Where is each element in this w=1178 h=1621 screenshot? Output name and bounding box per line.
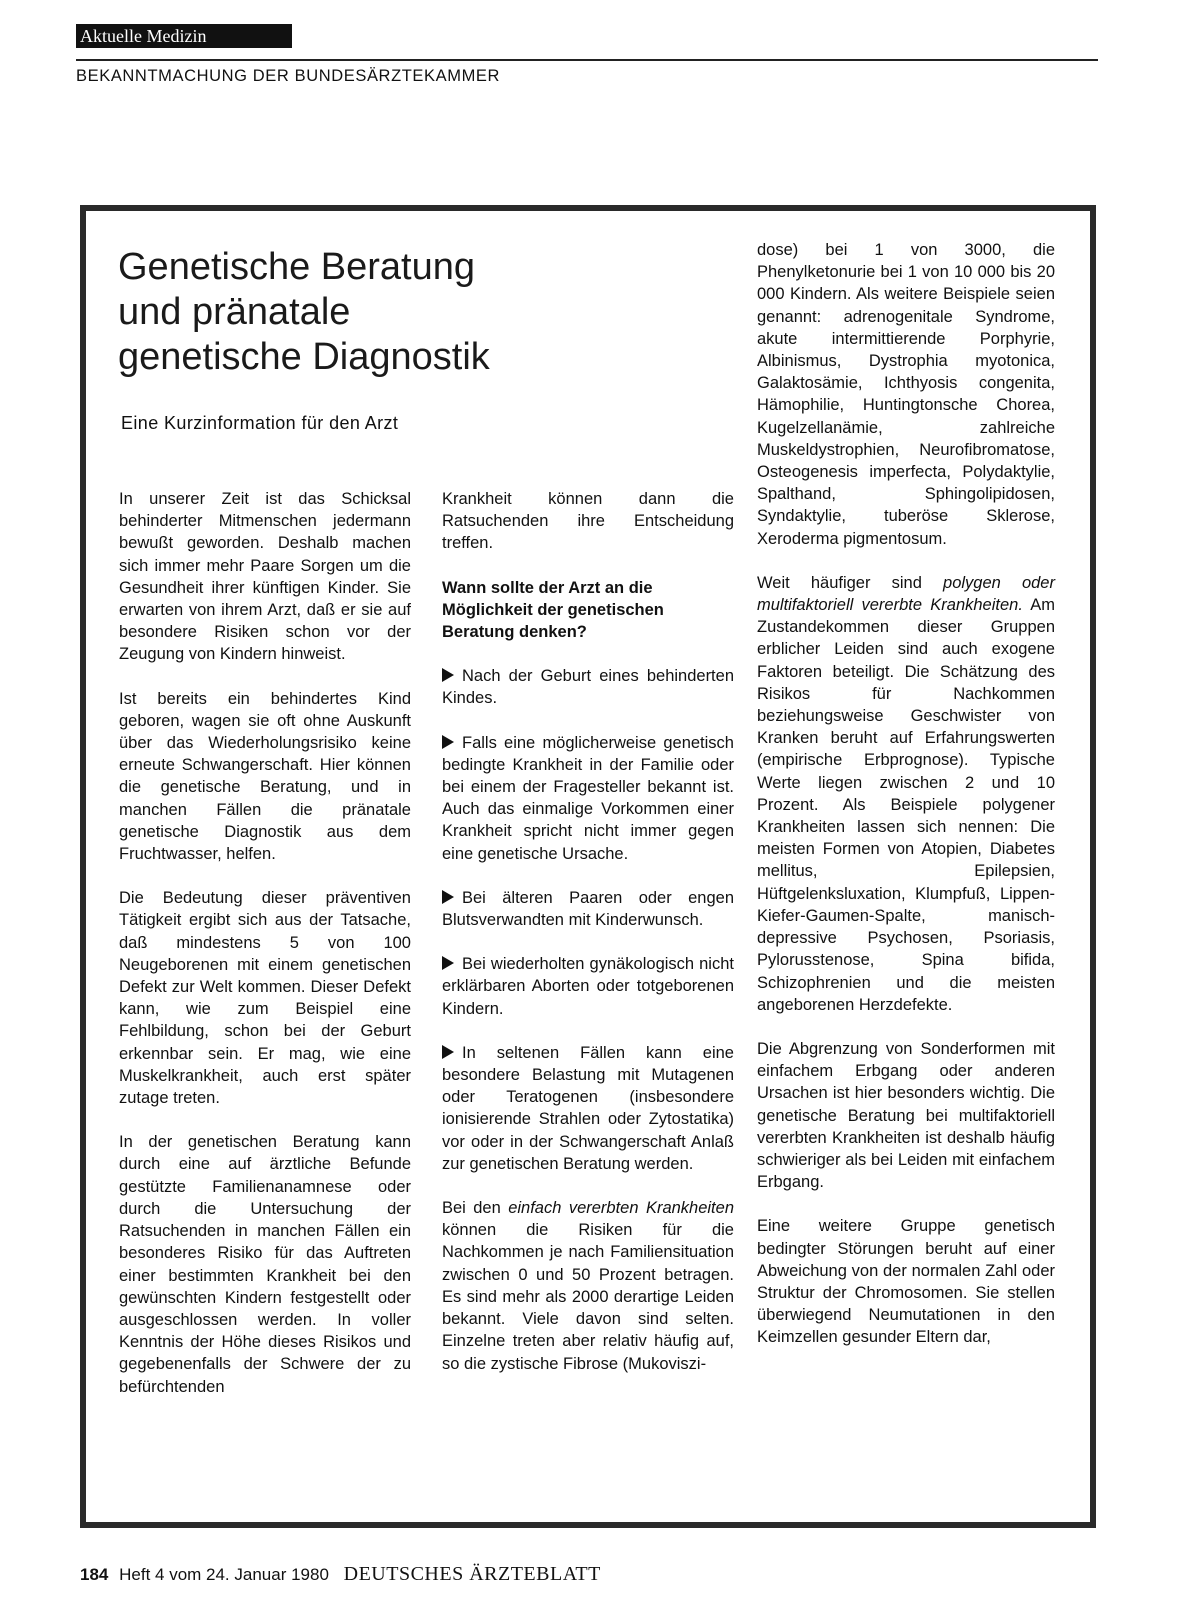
paragraph: Ist bereits ein behindertes Kind geboren, wagen sie oft ohne Auskunft über das Wiederholungsrisiko keine erneute Schwangerschaft. Hier können die genetische Beratung, und in manchen Fällen die pränatale genetische Diagnostik aus dem Fruchtwasser, helfen.: [119, 689, 411, 864]
paragraph: Die Bedeutung dieser präventiven Tätigkeit ergibt sich aus der Tatsache, daß mindestens 5 von 100 Neugeborenen mit einem genetischen Defekt zur Welt kommen. Dieser Defekt kann, wie zum Beispiel eine Fehlbildung, schon bei der Geburt erkennbar sein. Er mag, wie eine Muskelkrankheit, auch erst später zutage treten.: [119, 889, 411, 1108]
page-footer: [80, 1563, 601, 1586]
triangle-bullet-icon: [442, 890, 454, 904]
section-label: Aktuelle Medizin: [76, 24, 292, 48]
title-line: Genetische Beratung: [118, 246, 476, 288]
bullet-item: Bei älteren Paaren oder engen Blutsverwandten mit Kinderwunsch.: [442, 888, 734, 930]
paragraph: Weit häufiger sind polygen oder multifaktoriell vererbte Krankheiten. Am Zustandekommen dieser Gruppen erblicher Leiden sind auch exogene Faktoren beteiligt. Die Schätzung des Risikos für Nachkommen beziehungsweise Geschwister von Kranken beruht auf Erfahrungswerten (empirische Erbprognose). Typische Werte liegen zwischen 2 und 10 Prozent. Als Beispiele polygener Krankheiten lassen sich nennen: Die meisten Formen von Atopien, Diabetes mellitus, Epilepsien, Hüftgelenksluxation, Klumpfuß, Lippen-Kiefer-Gaumen-Spalte, manisch-depressive Psychosen, Psoriasis, Pylorusstenose, Spina bifida, Schizophrenien und die meisten angeborenen Herzdefekte.: [757, 573, 1055, 1014]
triangle-bullet-icon: [442, 956, 454, 970]
header-rule: [76, 59, 1098, 61]
issue-info: Heft 4 vom 24. Januar 1980: [119, 1565, 329, 1584]
bullet-item: Nach der Geburt eines behinderten Kindes.: [442, 667, 734, 708]
page-number: 184: [80, 1565, 109, 1584]
paragraph: Bei den einfach vererbten Krankheiten können die Risiken für die Nachkommen je nach Familiensituation zwischen 0 und 50 Prozent betragen. Es sind mehr als 2000 derartige Leiden bekannt. Viele davon sind selten. Einzelne treten aber relativ häufig auf, so die zystische Fibrose (Mukoviszi-: [442, 1199, 734, 1373]
title-line: und pränatale: [118, 291, 351, 333]
article-title: [118, 245, 490, 380]
paragraph: In unserer Zeit ist das Schicksal behinderter Mitmenschen jedermann bewußt geworden. Deshalb machen sich immer mehr Paare Sorgen um die Gesundheit ihrer künftigen Kinder. Sie erwarten von ihrem Arzt, daß er sie auf besondere Risiken schon vor der Zeugung von Kindern hinweist.: [119, 490, 411, 664]
bullet-item: In seltenen Fällen kann eine besondere Belastung mit Mutagenen oder Teratogenen (insbesondere ionisierende Strahlen oder Zytostatika) vor oder in der Schwangerschaft Anlaß zur genetischen Beratung werden.: [442, 1043, 734, 1173]
section-heading: Wann sollte der Arzt an die Möglichkeit der genetischen Beratung denken?: [442, 578, 664, 642]
paragraph: In der genetischen Beratung kann durch eine auf ärztliche Befunde gestützte Familienanamnese oder durch die Untersuchung der Ratsuchenden in manchen Fällen ein besonderes Risiko für das Auftreten einer bestimmten Krankheit bei den gewünschten Kindern festgestellt oder ausgeschlossen werden. In voller Kenntnis der Höhe dieses Risikos und gegebenenfalls der Schwere der zu befürchtenden: [119, 1133, 411, 1396]
paragraph: Eine weitere Gruppe genetisch bedingter Störungen beruht auf einer Abweichung von der normalen Zahl oder Struktur der Chromosomen. Sie stellen überwiegend Neumutationen in den Keimzellen gesunder Eltern dar,: [757, 1217, 1055, 1347]
paragraph: Krankheit können dann die Ratsuchenden ihre Entscheidung treffen.: [442, 490, 734, 553]
triangle-bullet-icon: [442, 735, 454, 749]
column-2: [442, 488, 734, 1397]
subheader: BEKANNTMACHUNG DER BUNDESÄRZTEKAMMER: [76, 67, 501, 85]
triangle-bullet-icon: [442, 1045, 454, 1059]
paragraph: dose) bei 1 von 3000, die Phenylketonurie bei 1 von 10 000 bis 20 000 Kindern. Als weitere Beispiele seien genannt: adrenogenitale Syndrome, akute intermittierende Porphyrie, Albinismus, Dystrophia myotonica, Galaktosämie, Ichthyosis congenita, Hämophilie, Huntingtonsche Chorea, Kugelzellanämie, zahlreiche Muskeldystrophien, Neurofibromatose, Osteogenesis imperfecta, Polydaktylie, Spalthand, Sphingolipidosen, Syndaktylie, tuberöse Sklerose, Xeroderma pigmentosum.: [757, 241, 1055, 548]
bullet-item: Bei wiederholten gynäkologisch nicht erklärbaren Aborten oder totgeborenen Kindern.: [442, 955, 734, 1018]
column-1: [119, 488, 411, 1420]
paragraph: Die Abgrenzung von Sonderformen mit einfachem Erbgang oder anderen Ursachen ist hier besonders wichtig. Die genetische Beratung bei multifaktoriell vererbten Krankheiten ist deshalb häufig schwieriger als bei Leiden mit einfachem Erbgang.: [757, 1039, 1055, 1192]
triangle-bullet-icon: [442, 668, 454, 682]
publication-name: DEUTSCHES ÄRZTEBLATT: [343, 1563, 601, 1585]
article-subtitle: Eine Kurzinformation für den Arzt: [121, 413, 399, 433]
title-line: genetische Diagnostik: [118, 336, 490, 378]
bullet-item: Falls eine möglicherweise genetisch bedingte Krankheit in der Familie oder bei einem der Fragesteller bekannt ist. Auch das einmalige Vorkommen einer Krankheit spricht nicht immer gegen eine genetische Ursache.: [442, 733, 734, 863]
column-3: [757, 239, 1055, 1371]
